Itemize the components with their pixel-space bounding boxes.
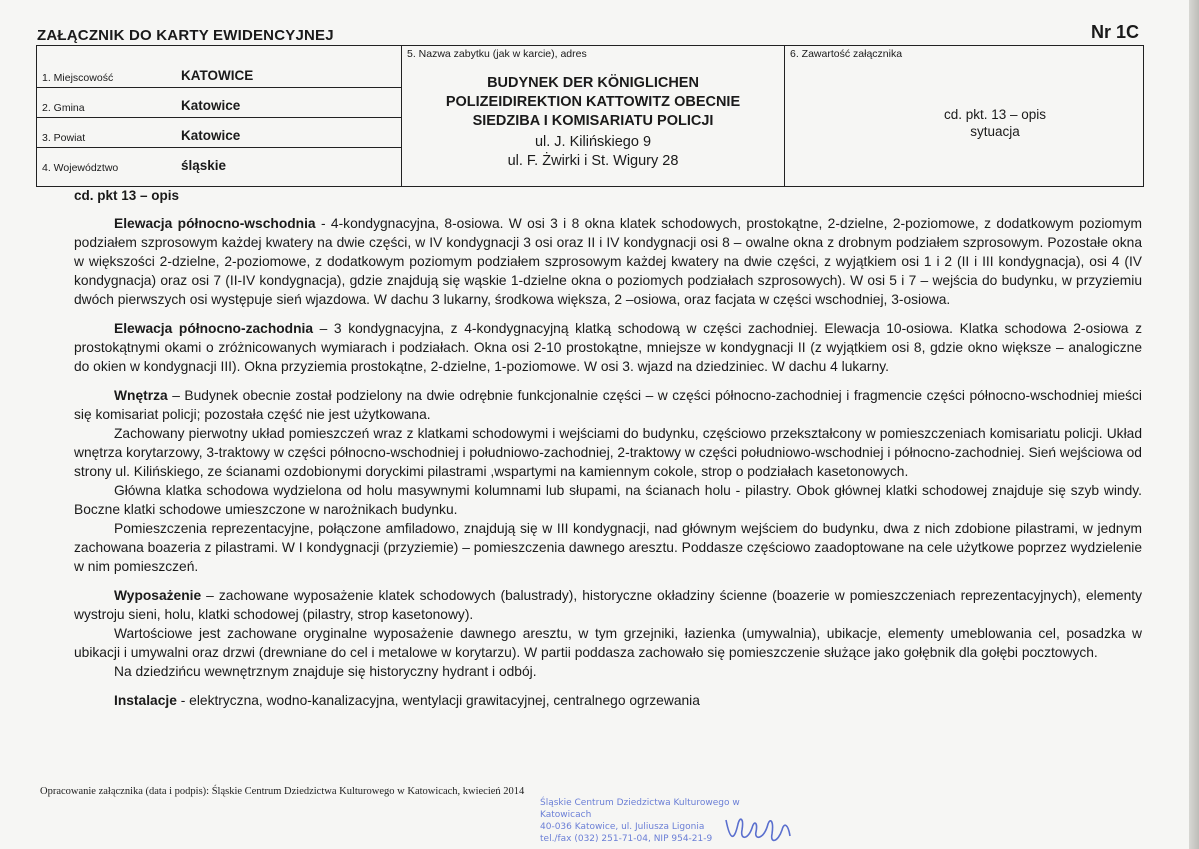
paragraph-text: - 4-kondygnacyjna, 8-osiowa. W osi 3 i 8 okna klatek schodowych, prostokątne, 2-dzielne, 2-poziomowe, z dodatkowym poziomym podziałem szprosowym każdej kwatery na dwie części, w IV kondygnacji 3 osi oraz II i IV kondygnacji osi 8 – owalne okna z drobnym podziałem szprosowym. Pozostałe okna w większości 2-dzielne, 2-poziomowe, z dodatkowym poziomym podziałem szprosowym każdej kwatery na dwie części, z wyjątkiem osi 1 i 2 (II i III kondygnacja), osi 4 (IV kondygnacja) oraz osi 7 (II-IV kondygnacja), gdzie znajdują się wąskie 1-dzielne okna o poziomych podziałach szprosowych). W osi 5 i 7 – wejścia do budynku, w przyziemiu dwóch pierwszych osi występuje sień wjazdowa. W dachu 3 lukarny, środkowa większa, 2 –osiowa, oraz facjata w części wschodniej, 3-osiowa. [74,216,1142,307]
paragraph-ne-elevation [74,214,1142,309]
location-label: 1. Miejscowość [42,72,114,84]
location-label: 4. Województwo [42,162,119,174]
description-body [74,214,1142,710]
stamp-line: Śląskie Centrum Dziedzictwa Kulturowego w Katowicach [540,798,740,820]
location-column [37,46,402,186]
monument-header: 5. Nazwa zabytku (jak w karcie), adres [407,48,587,60]
location-row-city [37,57,401,88]
paragraph-text: – 3 kondygnacyjna, z 4-kondygnacyjną klatką schodową w części zachodniej. Elewacja 10-osiowa. Klatka schodowa 2-osiowa z prostokątnymi okami o zróżnicowanych wymiarach i podziałach. Okna osi 2-10 prostokątne, mniejsze w kondygnacji II (z wyjątkiem osi 8, gdzie okno większe – analogiczne do okien w kondygnacji III). Okna przyziemia prostokątne, 2-dzielne, 1-poziomowe. W osi 3. wjazd na dziedziniec. W dachu 4 lukarny. [74,321,1142,374]
paragraph-equipment [74,586,1142,624]
paragraph-layout: Zachowany pierwotny układ pomieszczeń wraz z klatkami schodowymi i wejściami do budynku, częściowo przekształcony w pomieszczeniach komisariatu policji. Układ wnętrza korytarzowy, 3-traktowy w części północno-wschodniej i południowo-zachodniej, 2-traktowy w części południowo-wschodniej i północno-zachodniej. Sień wejściowa od strony ul. Kilińskiego, ze ścianami ozdobionymi doryckimi pilastrami ,wspartymi na kamiennym cokole, strop o podziałach kasetonowych. [74,426,1142,479]
document-title: ZAŁĄCZNIK DO KARTY EWIDENCYJNEJ [37,27,334,44]
paragraph-arrest-equipment: Wartościowe jest zachowane oryginalne wyposażenie dawnego aresztu, w tym grzejniki, łazienka (umywalnia), ubikacje, elementy umeblowania cel, posadzka w ubikacji i umywalni oraz drzwi (drewniane do cel i metalowe w korytarzu). W partii poddasza zachowało się pomieszczenie służące jako gołębnik dla gołębi pocztowych. [74,626,1142,660]
location-value: KATOWICE [181,68,254,83]
monument-name-line: BUDYNEK DER KÖNIGLICHEN [487,75,699,91]
monument-name-line: POLIZEIDIREKTION KATTOWITZ OBECNIE [445,94,741,110]
prepared-by-footer: Opracowanie załącznika (data i podpis): Śląskie Centrum Dziedzictwa Kulturowego w Katowicach, kwiecień 2014 [40,786,525,797]
paragraph-heading: Instalacje [114,693,177,708]
location-label: 3. Powiat [42,132,86,144]
paragraph-installations [74,691,1142,710]
location-row-municipality [37,87,401,118]
paragraph-text: – zachowane wyposażenie klatek schodowych (balustrady), historyczne okładziny ścienne (boazerie w pomieszczeniach reprezentacyjnych), elementy wystroju sieni, holu, klatki schodowej (pilastry, strop kasetonowy). [74,588,1142,622]
section-heading: cd. pkt 13 – opis [74,188,180,203]
attachment-content [785,106,1199,140]
paragraph-nw-elevation [74,319,1142,376]
attachment-content-column [785,46,1143,186]
location-value: Katowice [181,128,241,143]
monument-name [402,74,784,131]
paragraph-heading: Elewacja północno-wschodnia [114,216,316,231]
paragraph-text: - elektryczna, wodno-kanalizacyjna, wentylacji grawitacyjnej, centralnego ogrzewania [176,693,700,708]
paragraph-heading: Wyposażenie [114,588,202,603]
location-value: śląskie [181,158,227,173]
attachment-content-header: 6. Zawartość załącznika [790,48,903,60]
paragraph-interiors [74,386,1142,424]
address-line: ul. J. Kilińskiego 9 [534,134,652,150]
paragraph-heading: Wnętrza [114,388,168,403]
page-binding-edge [1189,0,1199,849]
paragraph-heading: Elewacja północno-zachodnia [114,321,314,336]
attachment-content-line: cd. pkt. 13 – opis [943,107,1047,122]
address-line: ul. F. Żwirki i St. Wigury 28 [507,153,679,169]
attachment-content-line: sytuacja [970,124,1020,139]
location-label: 2. Gmina [42,102,85,114]
monument-address [402,133,784,171]
stamp-line: 40-036 Katowice, ul. Juliusza Ligonia [540,822,705,832]
paragraph-representative-rooms: Pomieszczenia reprezentacyjne, połączone amfiladowo, znajdują się w III kondygnacji, nad głównym wejściem do budynku, dwa z nich zdobione pilastrami, w jednym zachowana boazeria z pilastrami. W I kondygnacji (przyziemie) – pomieszczenia dawnego aresztu. Poddasze częściowo zaadoptowane na cele użytkowe poprzez wydzielenie w nim pomieszczeń. [74,521,1142,574]
document-number: Nr 1C [1090,22,1139,42]
monument-column [402,46,785,186]
paragraph-staircase: Główna klatka schodowa wydzielona od holu masywnymi kolumnami lub słupami, na ścianach holu - pilastry. Obok głównej klatki schodowej znajduje się szyb windy. Boczne klatki schodowe umieszczone w narożnikach budynku. [74,483,1142,517]
location-value: Katowice [181,98,241,113]
header-table [36,45,1144,187]
location-row-county [37,117,401,148]
handwritten-signature [720,810,800,848]
monument-name-line: SIEDZIBA I KOMISARIATU POLICJI [472,113,714,129]
stamp-line: tel./fax (032) 251-71-04, NIP 954-21-9 [540,834,713,844]
paragraph-text: – Budynek obecnie został podzielony na dwie odrębnie funkcjonalnie części – w części północno-zachodniej i fragmencie części północno-wschodniej mieści się komisariat policji; pozostała część nie jest użytkowana. [74,388,1142,422]
location-row-voivodeship [37,147,401,177]
paragraph-courtyard: Na dziedzińcu wewnętrznym znajduje się historyczny hydrant i odbój. [114,664,537,679]
